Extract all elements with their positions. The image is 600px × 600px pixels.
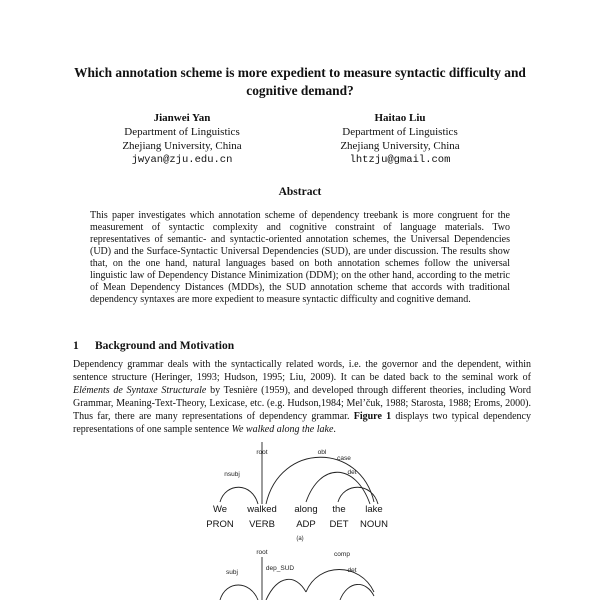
arc-dep-sud-b xyxy=(266,579,306,600)
arc-comp-b xyxy=(306,570,374,593)
word: the xyxy=(332,504,346,515)
word: lake xyxy=(365,504,383,515)
rel-label: case xyxy=(337,455,351,462)
pos-tag: ADP xyxy=(296,519,316,530)
rel-label: det xyxy=(347,567,357,574)
author-email[interactable]: lhtzju@gmail.com xyxy=(349,154,451,166)
author-email[interactable]: jwyan@zju.edu.cn xyxy=(131,154,233,166)
figure-reference[interactable]: Figure 1 xyxy=(353,411,392,422)
author-affiliation: Department of Linguistics xyxy=(124,126,240,138)
arc-case xyxy=(306,472,370,504)
section-title: Background and Motivation xyxy=(95,340,235,352)
rel-label: dep_SUD xyxy=(265,565,295,572)
section-heading xyxy=(73,340,234,352)
author-block-2 xyxy=(300,111,500,167)
pos-tag: NOUN xyxy=(360,519,388,530)
dependency-figure xyxy=(0,449,600,600)
body-text-part: . xyxy=(333,424,336,435)
author-institution: Zhejiang University, China xyxy=(122,140,242,152)
pos-tag: DET xyxy=(329,519,349,530)
rel-label: root xyxy=(256,549,268,556)
word: walked xyxy=(247,504,277,515)
arc-subj-b xyxy=(220,585,258,600)
example-sentence: We walked along the lake xyxy=(231,424,334,435)
rel-label: comp xyxy=(334,551,350,558)
abstract-text: This paper investigates which annotation scheme of dependency treebank is more congruent for the measurement of syntactic complexity and cognitive constraint of language materials. Two representatives of semantic- and syntactic-oriented annotation schemes, the Universal Dependencies (UD) and the Surface-Syntactic Universal Dependencies (SUD), are under discussion. The results show that, on the one hand, natural languages based on both annotation schemes follow the universal linguistic law of Dependency Distance Minimization (DDM); on the other hand, according to the metric of Mean Dependency Distances (MDDs), the SUD annotation scheme that accords with traditional dependency syntaxes are more expedient to measure syntactic difficulty and cognitive demand. xyxy=(90,210,510,305)
pos-tag: PRON xyxy=(206,519,234,530)
author-name: Jianwei Yan xyxy=(153,112,211,124)
work-title: Eléments de Syntaxe Structurale xyxy=(73,385,207,396)
arc-obl xyxy=(266,457,374,504)
body-text-part: displays two typical dependency representations of one sample sentence xyxy=(73,411,531,435)
author-affiliation: Department of Linguistics xyxy=(342,126,458,138)
rel-label: root xyxy=(256,449,268,456)
pos-tag: VERB xyxy=(249,519,275,530)
body-paragraph xyxy=(73,358,531,436)
author-name: Haitao Liu xyxy=(374,112,426,124)
rel-label: obl xyxy=(317,449,327,456)
body-text-part: Dependency grammar deals with the syntactically related words, i.e. the governor and the dependent, within sentence structure (Heringer, 1993; Hudson, 1995; Liu, 2009). It can be dated back to the seminal work of xyxy=(73,359,531,383)
word: along xyxy=(294,504,318,515)
author-institution: Zhejiang University, China xyxy=(340,140,460,152)
abstract-heading: Abstract xyxy=(278,186,322,198)
word: We xyxy=(212,504,228,515)
body-text-part: by Tesnière (1959), and developed through different theories, including Word Grammar, Meaning-Text-Theory, Lexicase, etc. (e.g. Hudson,1984; Mel’čuk, 1988; Starosta, 1988; Eroms, 2000). Thus far, there are many representations of dependency grammar. xyxy=(73,385,531,422)
author-block-1 xyxy=(82,111,282,167)
paper-title: Which annotation scheme is more expedient to measure syntactic difficulty and cognitive demand? xyxy=(74,65,526,98)
section-number: 1 xyxy=(73,340,79,352)
rel-label: nsubj xyxy=(224,471,240,478)
rel-label: det xyxy=(347,469,357,476)
figure-caption-a: (a) xyxy=(296,536,304,542)
arc-det-b xyxy=(340,584,374,600)
rel-label: subj xyxy=(226,569,238,576)
arc-nsubj xyxy=(220,487,258,504)
